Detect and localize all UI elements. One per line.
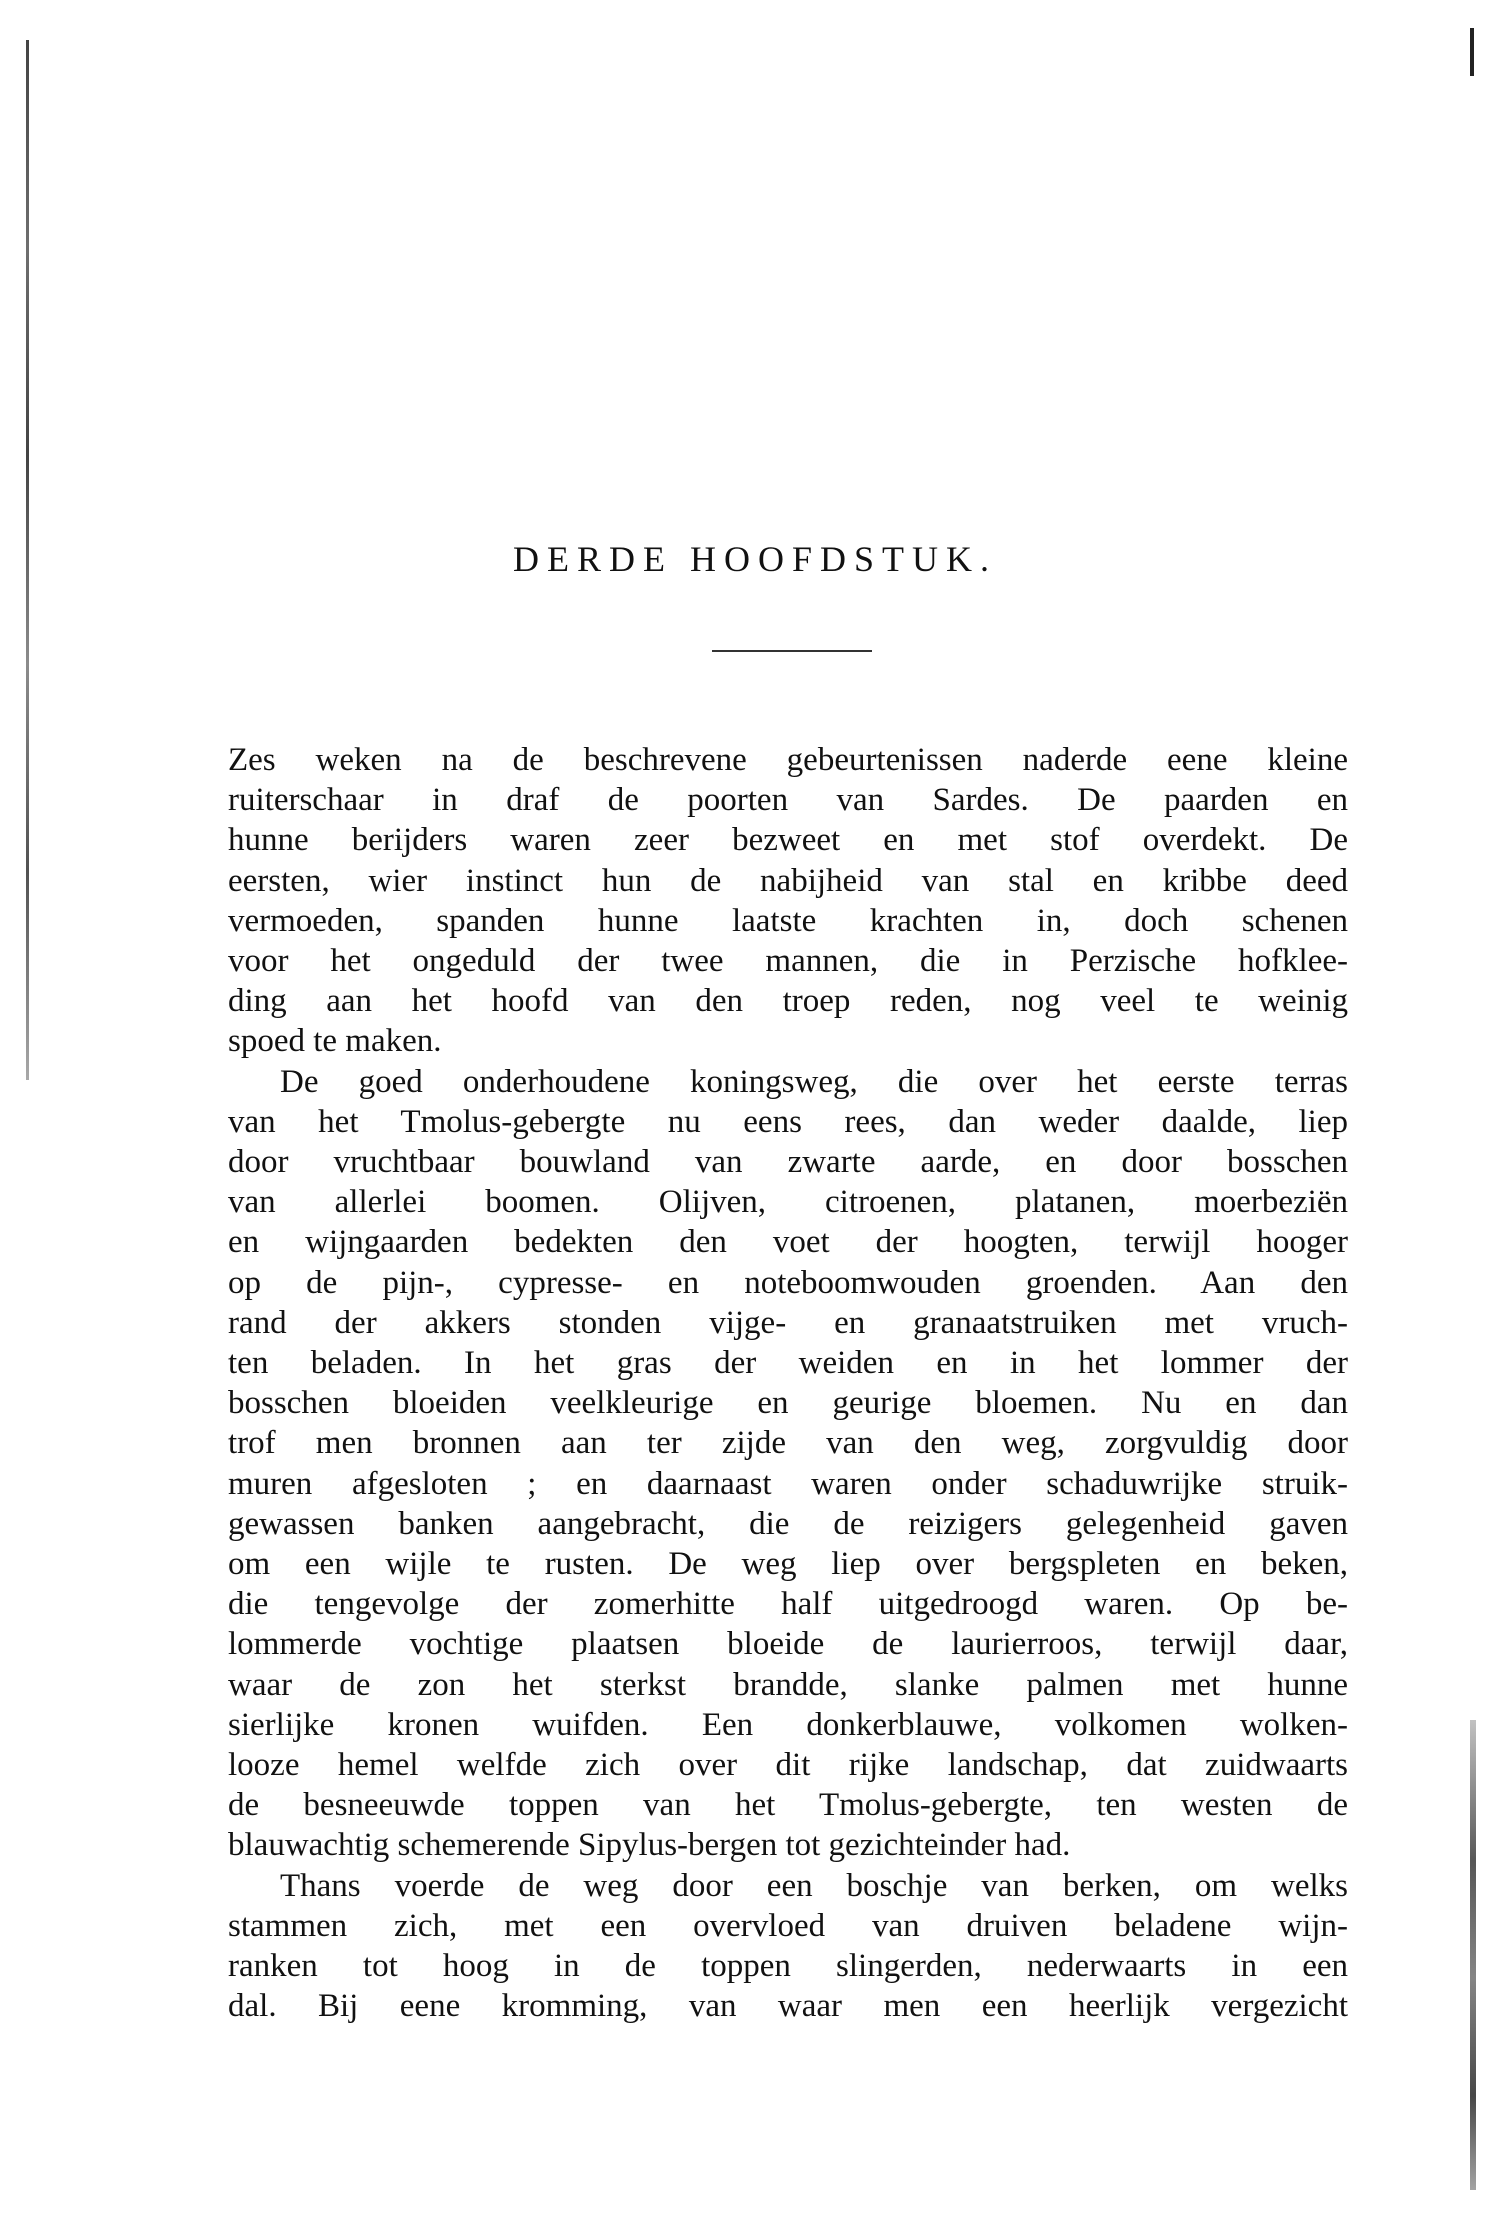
text-line: Zes weken na de beschrevene gebeurtenissen naderde eene kleine	[228, 742, 1348, 778]
text-line: looze hemel welfde zich over dit rijke landschap, dat zuidwaarts	[228, 1747, 1348, 1784]
text-line: die tengevolge der zomerhitte half uitgedroogd waren. Op be-	[228, 1586, 1348, 1623]
text-line: de besneeuwde toppen van het Tmolus-gebergte, ten westen de	[228, 1787, 1348, 1824]
text-line: ruiterschaar in draf de poorten van Sardes. De paarden en	[228, 782, 1348, 819]
text-line: dal. Bij eene kromming, van waar men een heerlijk vergezicht	[228, 1988, 1348, 2025]
text-line: trof men bronnen aan ter zijde van den weg, zorgvuldig door	[228, 1425, 1348, 1462]
text-line: De goed onderhoudene koningsweg, die over het eerste terras	[280, 1063, 1348, 1100]
text-line: waar de zon het sterkst brandde, slanke palmen met hunne	[228, 1666, 1348, 1703]
text-line: en wijngaarden bedekten den voet der hoogten, terwijl hooger	[228, 1224, 1348, 1261]
text-line: bosschen bloeiden veelkleurige en geurige bloemen. Nu en dan	[228, 1385, 1348, 1422]
text-line: op de pijn-, cypresse- en noteboomwouden groenden. Aan den	[228, 1264, 1348, 1301]
text-line: door vruchtbaar bouwland van zwarte aarde, en door bosschen	[228, 1144, 1348, 1181]
paragraph-1	[228, 740, 1348, 1062]
text-line: van allerlei boomen. Olijven, citroenen, platanen, moerbeziën	[228, 1184, 1348, 1221]
text-line: om een wijle te rusten. De weg liep over bergspleten en beken,	[228, 1546, 1348, 1583]
body-text	[228, 740, 1348, 2027]
text-line: ranken tot hoog in de toppen slingerden, nederwaarts in een	[228, 1948, 1348, 1985]
text-line: eersten, wier instinct hun de nabijheid van stal en kribbe deed	[228, 862, 1348, 899]
text-line: sierlijke kronen wuifden. Een donkerblauwe, volkomen wolken-	[228, 1706, 1348, 1743]
scan-edge-right-bottom	[1470, 1720, 1476, 2190]
text-line: van het Tmolus-gebergte nu eens rees, dan weder daalde, liep	[228, 1103, 1348, 1140]
text-line: ding aan het hoofd van den troep reden, nog veel te weinig	[228, 983, 1348, 1020]
chapter-title: DERDE HOOFDSTUK.	[512, 539, 997, 579]
text-line: blauwachtig schemerende Sipylus-bergen tot gezichteinder had.	[228, 1827, 1071, 1864]
text-line: muren afgesloten ; en daarnaast waren onder schaduwrijke struik-	[228, 1465, 1348, 1502]
paragraph-2	[228, 1062, 1348, 1866]
text-line: rand der akkers stonden vijge- en granaatstruiken met vruch-	[228, 1304, 1348, 1341]
text-line: gewassen banken aangebracht, die de reizigers gelegenheid gaven	[228, 1505, 1348, 1542]
text-line: hunne berijders waren zeer bezweet en met stof overdekt. De	[228, 822, 1348, 859]
text-line: vermoeden, spanden hunne laatste krachten in, doch schenen	[228, 902, 1348, 939]
scan-edge-right-top	[1470, 28, 1474, 76]
paragraph-3	[228, 1866, 1348, 2027]
title-divider	[712, 650, 872, 652]
text-line: ten beladen. In het gras der weiden en in het lommer der	[228, 1345, 1348, 1382]
text-line: Thans voerde de weg door een boschje van berken, om welks	[280, 1867, 1348, 1904]
text-line: stammen zich, met een overvloed van druiven beladene wijn-	[228, 1907, 1348, 1944]
text-line: spoed te maken.	[228, 1023, 442, 1060]
text-line: voor het ongeduld der twee mannen, die in Perzische hofklee-	[228, 943, 1348, 980]
text-line: lommerde vochtige plaatsen bloeide de laurierroos, terwijl daar,	[228, 1626, 1348, 1663]
